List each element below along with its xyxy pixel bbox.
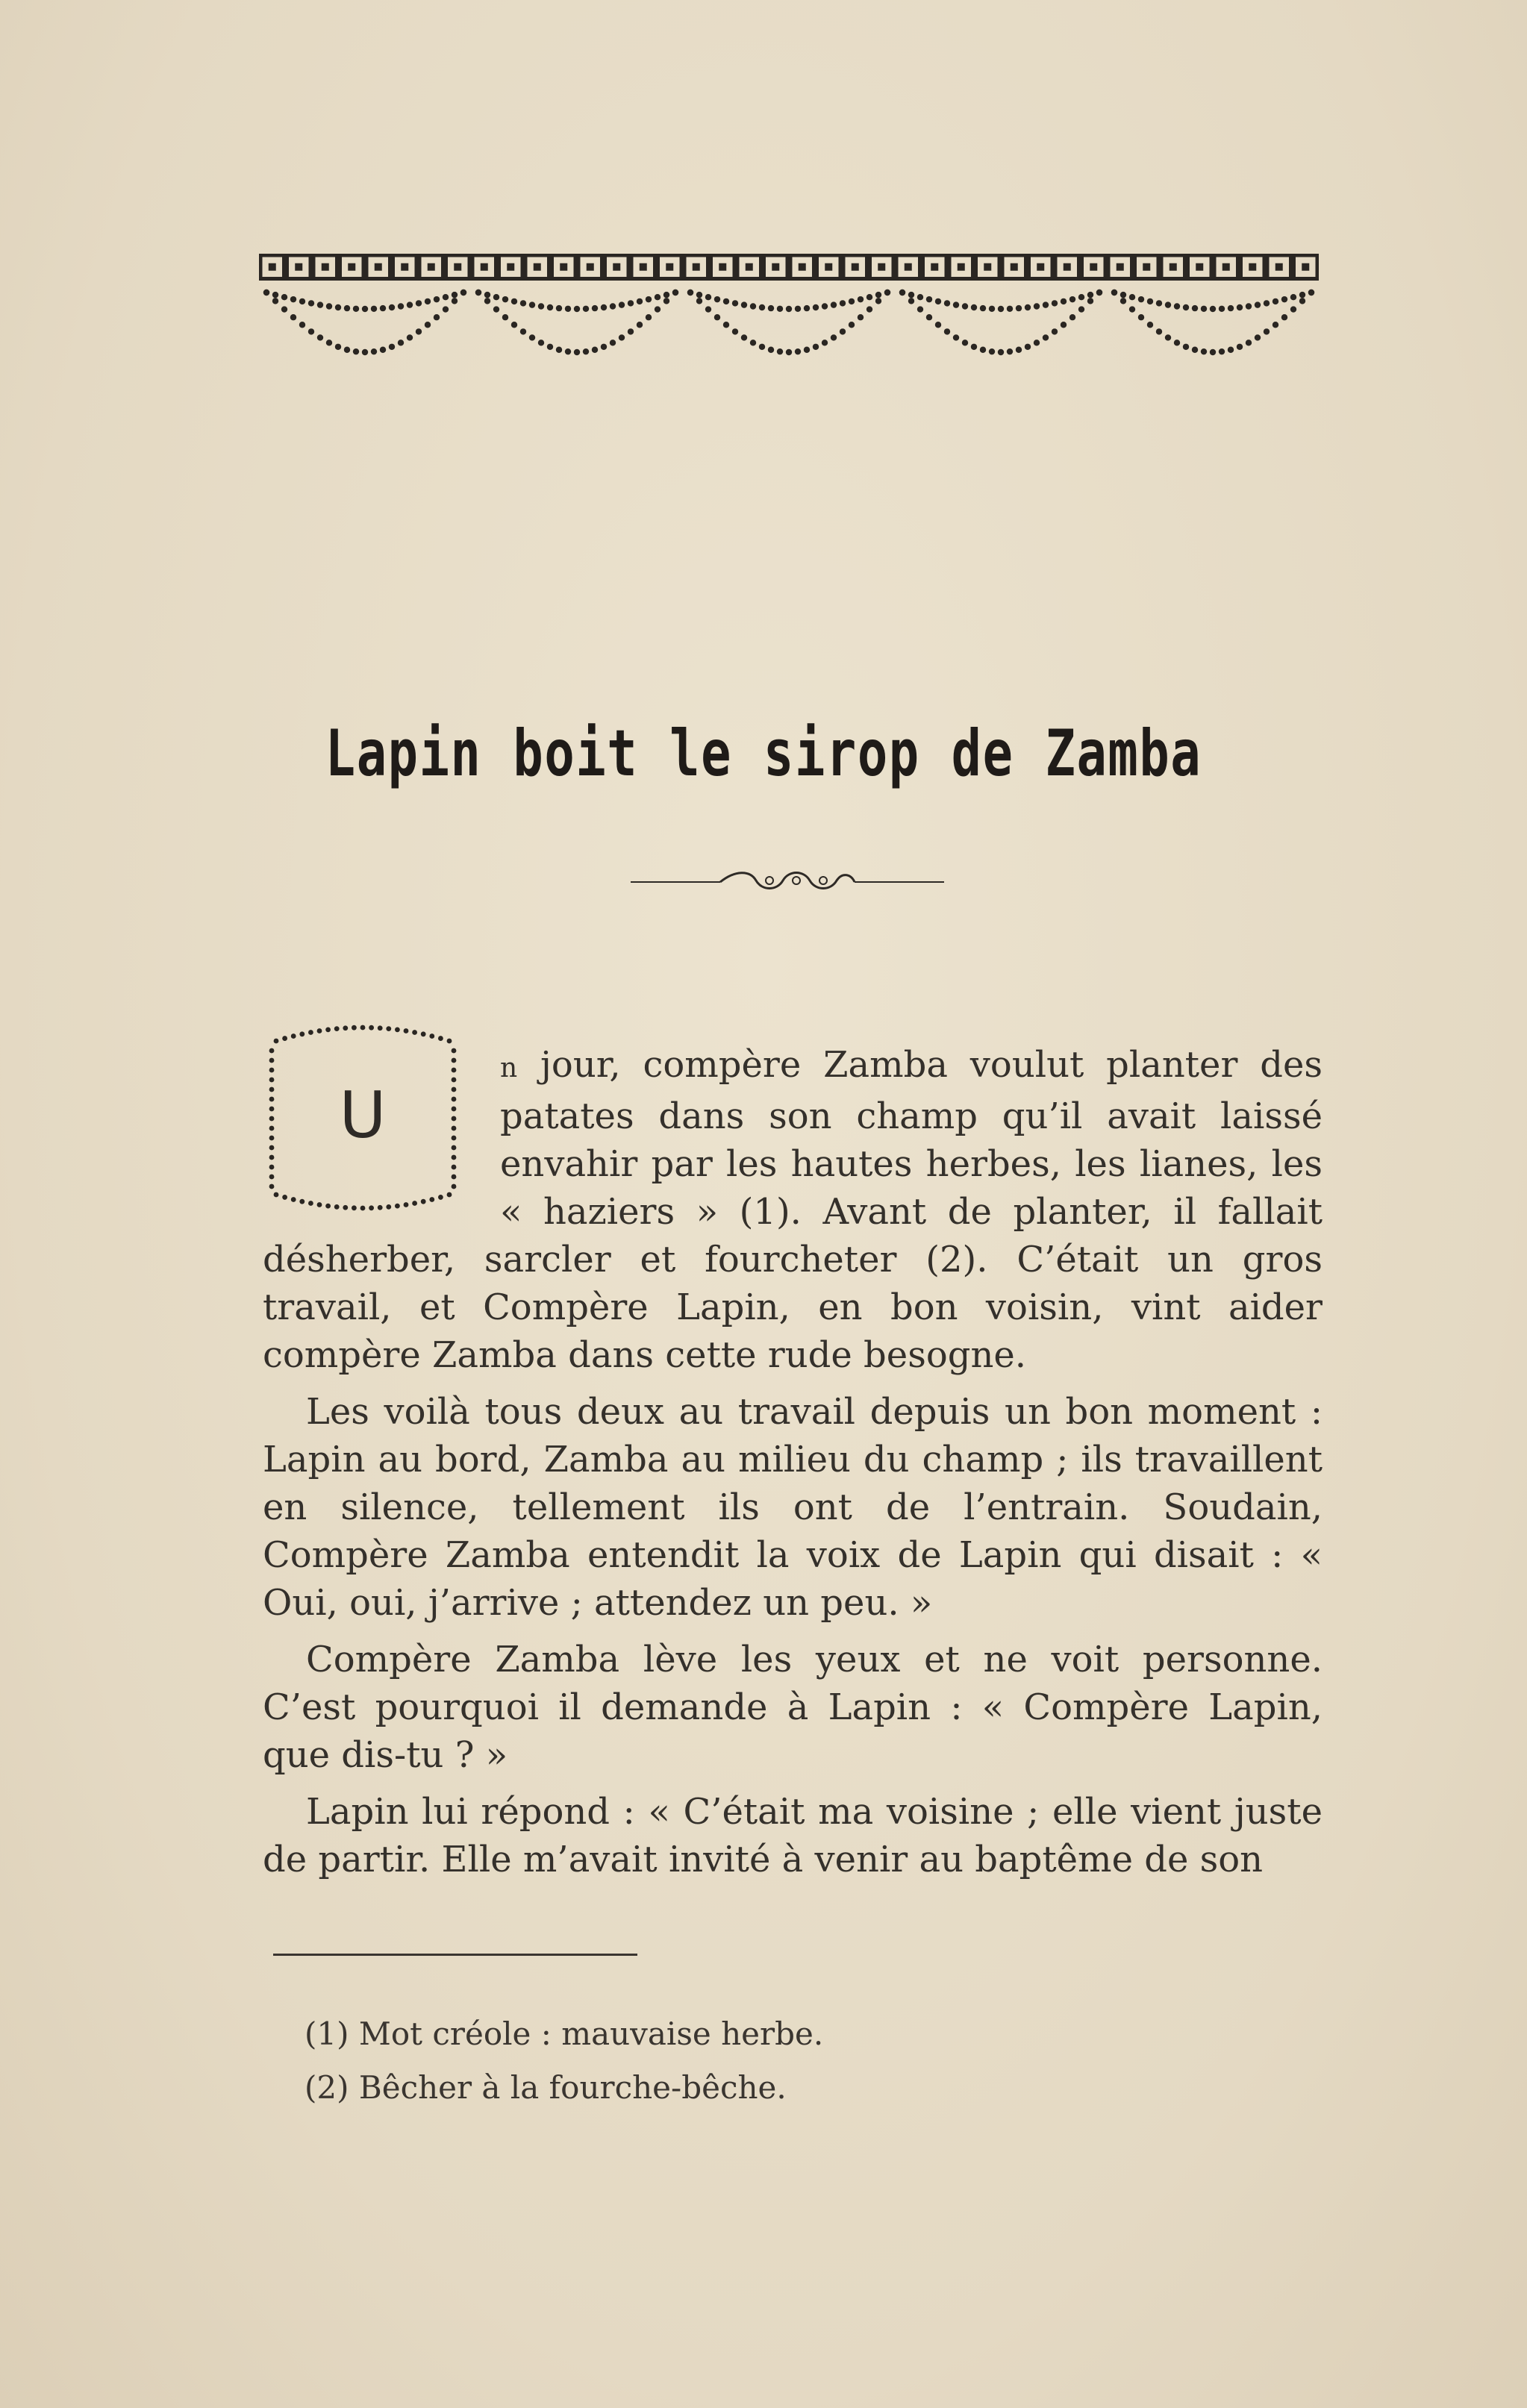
- story-text: [263, 1041, 1323, 1883]
- header-ornament: [259, 254, 1319, 373]
- drop-cap-space: [263, 1041, 500, 1231]
- footnote-1: (1) Mot créole : mauvaise herbe.: [305, 2015, 824, 2052]
- paragraph-1-lead: n: [500, 1053, 519, 1083]
- footnote-rule: [273, 1954, 637, 1956]
- footnote-2: (2) Bêcher à la fourche-bêche.: [305, 2069, 787, 2106]
- chapter-title: Lapin boit le sirop de Zamba: [325, 716, 1202, 791]
- fleuron-divider: [631, 867, 944, 897]
- paragraph-4: Lapin lui répond : « C’était ma voisine ; elle vient juste de partir. Elle m’avait invité à venir au baptême de son: [263, 1791, 1323, 1880]
- paragraph-2: Les voilà tous deux au travail depuis un bon moment : Lapin au bord, Zamba au milieu du champ ; ils travaillent en silence, tellement ils ont de l’entrain. Soudain, Compère Zamba entendit la voix de Lapin qui disait : « Oui, oui, j’arrive ; attendez un peu. »: [263, 1391, 1323, 1624]
- paragraph-3: Compère Zamba lève les yeux et ne voit personne. C’est pourquoi il demande à Lapin : « Compère Lapin, que dis-tu ? »: [263, 1639, 1323, 1776]
- paragraph-1-text: jour, compère Zamba voulut planter des patates dans son champ qu’il avait laissé envahir par les hautes herbes, les lianes, les « haziers » (1). Avant de planter, il fallait désherber, sarcler et fourcheter (2). C’était un gros travail, et Compère Lapin, en bon voisin, vint aider compère Zamba dans cette rude besogne.: [263, 1044, 1323, 1376]
- footnotes: [305, 2007, 1275, 2115]
- drop-cap-letter: U: [339, 1078, 387, 1153]
